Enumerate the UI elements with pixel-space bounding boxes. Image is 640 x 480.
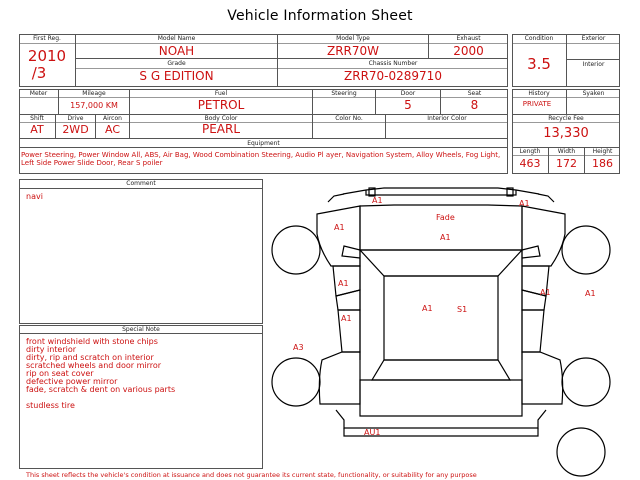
aircon-value: AC [104,123,120,136]
history-value: PRIVATE [522,100,552,108]
comment-label: Comment [126,180,156,187]
recycle-fee-label: Recycle Fee [548,115,584,122]
damage-mark: A3 [293,343,304,352]
damage-mark: A1 [440,233,451,242]
reg-month: /3 [31,64,47,82]
fuel-label: Fuel [214,90,228,97]
rear-right-wheel [562,358,610,406]
comment-line: navi [26,192,43,201]
damage-mark: A1 [341,314,352,323]
hood [360,205,522,250]
exhaust-value: 2000 [453,44,484,58]
left-front-door-lower [336,290,360,310]
front-right-wheel [562,226,610,274]
body-color-label: Body Color [204,115,238,122]
left-mirror [342,246,360,258]
model-name-label: Model Name [157,35,196,42]
model-type-label: Model Type [336,35,370,42]
door-value: 5 [404,98,412,112]
height-value: 186 [592,157,613,170]
special-note-item: rip on seat cover [26,369,94,378]
reg-year: 2010 [27,47,67,65]
special-note-item: fade, scratch & dent on various parts [26,385,176,394]
special-note-item: scratched wheels and door mirror [26,361,162,370]
damage-mark: A1 [519,199,530,208]
recycle-fee-value: 13,330 [543,126,589,141]
special-note-item: defective power mirror [26,377,118,386]
damage-mark: A1 [422,304,433,313]
roof [384,276,498,360]
damage-mark: A1 [540,288,551,297]
steering-label: Steering [331,90,357,97]
damage-mark: A1 [585,289,596,298]
special-note-item: dirty, rip and scratch on interior [26,353,154,362]
fuel-value: PETROL [197,98,245,112]
windshield [360,250,522,276]
disclaimer-footer: This sheet reflects the vehicle's condition at issuance and does not guarantee its current state, functionality, or suitability for any purpose [26,471,477,479]
mileage-value: 157,000 KM [70,101,118,110]
right-mirror [522,246,540,258]
front-bumper [343,188,539,194]
seat-value: 8 [470,98,479,112]
equipment-label: Equipment [247,140,280,147]
exterior-label: Exterior [581,35,606,42]
damage-mark: AU1 [364,428,381,437]
interior-label: Interior [582,61,605,68]
door-label: Door [400,90,416,97]
shift-label: Shift [30,115,44,122]
front-left-wheel [272,226,320,274]
condition-value: 3.5 [527,55,551,73]
rear-window [372,360,510,380]
tailgate [360,380,522,416]
grade-value: S G EDITION [139,69,214,83]
special-note-item: dirty interior [26,345,77,354]
width-label: Width [557,148,576,155]
drive-value: 2WD [62,123,89,136]
grade-label: Grade [167,60,186,67]
damage-mark: A1 [338,279,349,288]
seat-label: Seat [467,90,482,97]
right-rear-door [522,310,544,352]
aircon-label: Aircon [103,115,122,122]
equipment-text: Power Steering, Power Window All, ABS, Air Bag, Wood Combination Steering, Audio Pl ayer, Navigation System, Alloy Wheels, Fog Light, Left Side Power Slide Door, Rear S poiler [21,151,501,167]
chassis-number-label: Chassis Number [368,60,418,67]
damage-mark: A1 [334,223,345,232]
rear-left-wheel [272,358,320,406]
rear-right-quarter [522,352,563,404]
width-value: 172 [556,157,577,170]
meter-label: Meter [29,90,48,97]
length-value: 463 [519,157,541,170]
spare-wheel [557,428,605,476]
damage-mark: Fade [436,213,455,222]
body-color-value: PEARL [201,122,241,136]
damage-mark: S1 [457,305,468,314]
model-type-value: ZRR70W [326,44,380,58]
special-note-item: front windshield with stone chips [26,337,158,346]
syaken-label: Syaken [582,90,605,97]
special-note-label: Special Note [122,326,160,333]
first-reg-label: First Reg. [33,35,61,42]
sheet-title: Vehicle Information Sheet [227,8,413,24]
model-name-value: NOAH [158,44,195,58]
shift-value: AT [30,123,44,136]
chassis-number-value: ZRR70-0289710 [344,69,442,83]
condition-label: Condition [524,35,554,42]
height-label: Height [592,148,613,155]
rear-left-quarter [319,352,360,404]
exhaust-label: Exhaust [456,35,481,42]
mileage-label: Mileage [82,90,106,97]
history-label: History [528,90,550,97]
damage-mark: A1 [372,196,383,205]
drive-label: Drive [67,115,84,122]
length-label: Length [519,148,541,155]
special-note-item: studless tire [26,401,75,410]
rear-bumper [336,410,546,428]
interior-color-label: Interior Color [427,115,467,122]
color-no-label: Color No. [335,115,363,122]
